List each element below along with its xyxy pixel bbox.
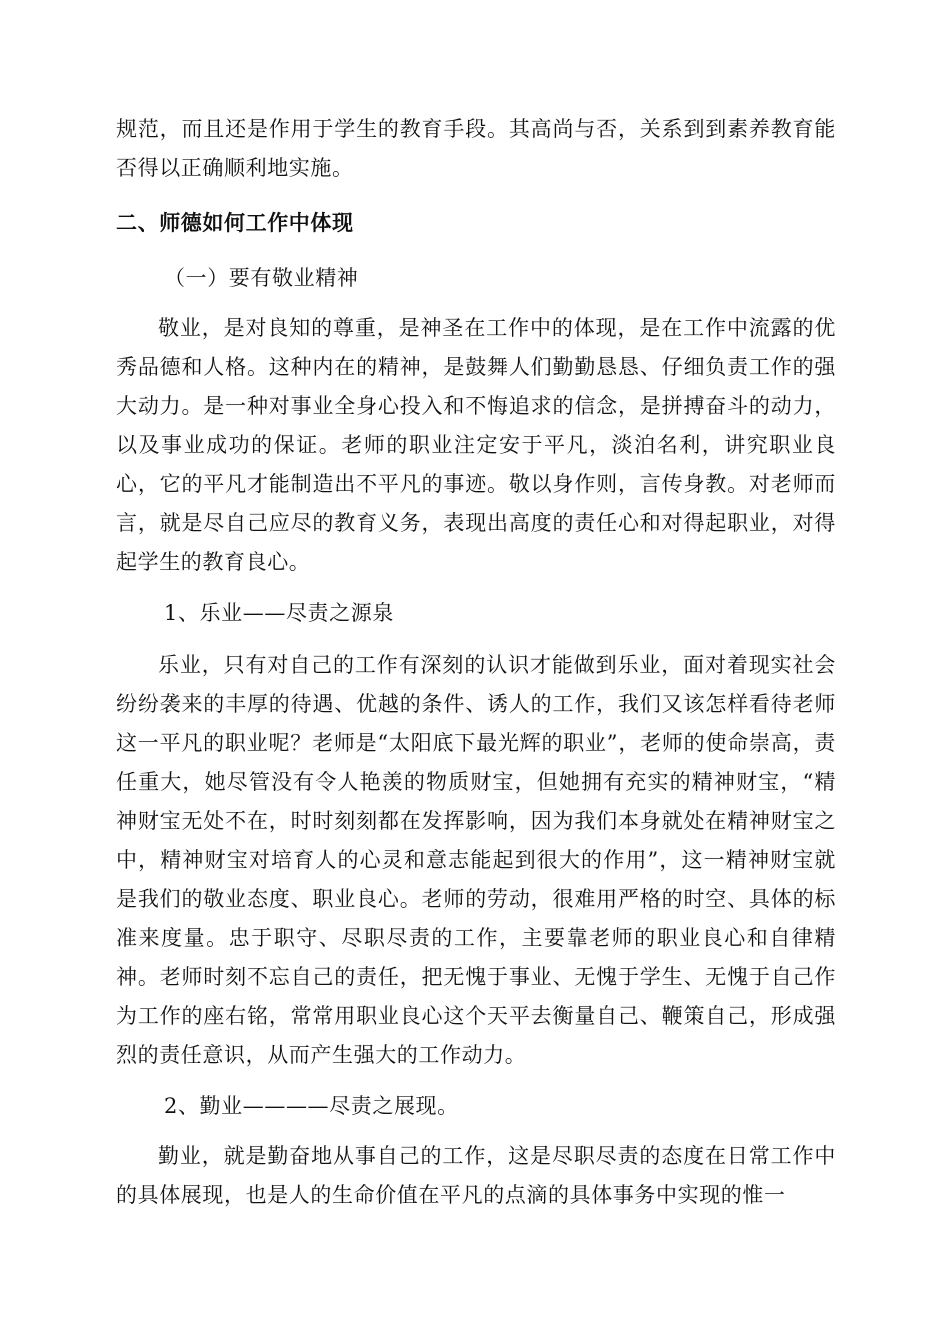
joy-paragraph-block [116, 646, 836, 1075]
dedication-paragraph: 敬业，是对良知的尊重，是神圣在工作中的体现，是在工作中流露的优秀品德和人格。这种内在的精神，是鼓舞人们勤勤恳恳、仔细负责工作的强大动力。是一种对事业全身心投入和不悔追求的信念，是拼搏奋斗的动力，以及事业成功的保证。老师的职业注定安于平凡，淡泊名利，讲究职业良心，它的平凡才能制造出不平凡的事迹。敬以身作则，言传身教。对老师而言，就是尽自己应尽的教育义务，表现出高度的责任心和对得起职业，对得起学生的教育良心。 [116, 316, 836, 574]
diligence-paragraph-block [116, 1137, 836, 1215]
item-heading-joy: 1、乐业——尽责之源泉 [164, 601, 394, 625]
section-heading: 二、师德如何工作中体现 [116, 211, 354, 235]
subsection-heading: （一）要有敬业精神 [164, 266, 359, 290]
dedication-paragraph-block [116, 309, 836, 582]
continuation-paragraph-block [116, 110, 836, 188]
item-heading-diligence: 2、勤业————尽责之展现。 [164, 1094, 459, 1118]
diligence-paragraph: 勤业，就是勤奋地从事自己的工作，这是尽职尽责的态度在日常工作中的具体展现，也是人的生命价值在平凡的点滴的具体事务中实现的惟一 [116, 1144, 836, 1207]
joy-paragraph: 乐业，只有对自己的工作有深刻的认识才能做到乐业，面对着现实社会纷纷袭来的丰厚的待遇、优越的条件、诱人的工作，我们又该怎样看待老师这一平凡的职业呢？老师是“太阳底下最光辉的职业”，老师的使命崇高，责任重大，她尽管没有令人艳羡的物质财宝，但她拥有充实的精神财宝，“精神财宝无处不在，时时刻刻都在发挥影响，因为我们本身就处在精神财宝之中，精神财宝对培育人的心灵和意志能起到很大的作用”，这一精神财宝就是我们的敬业态度、职业良心。老师的劳动，很难用严格的时空、具体的标准来度量。忠于职守、尽职尽责的工作，主要靠老师的职业良心和自律精神。老师时刻不忘自己的责任，把无愧于事业、无愧于学生、无愧于自己作为工作的座右铭，常常用职业良心这个天平去衡量自己、鞭策自己，形成强烈的责任意识，从而产生强大的工作动力。 [116, 653, 836, 1067]
continuation-paragraph: 规范，而且还是作用于学生的教育手段。其高尚与否，关系到到素养教育能否得以正确顺利地实施。 [116, 117, 836, 180]
